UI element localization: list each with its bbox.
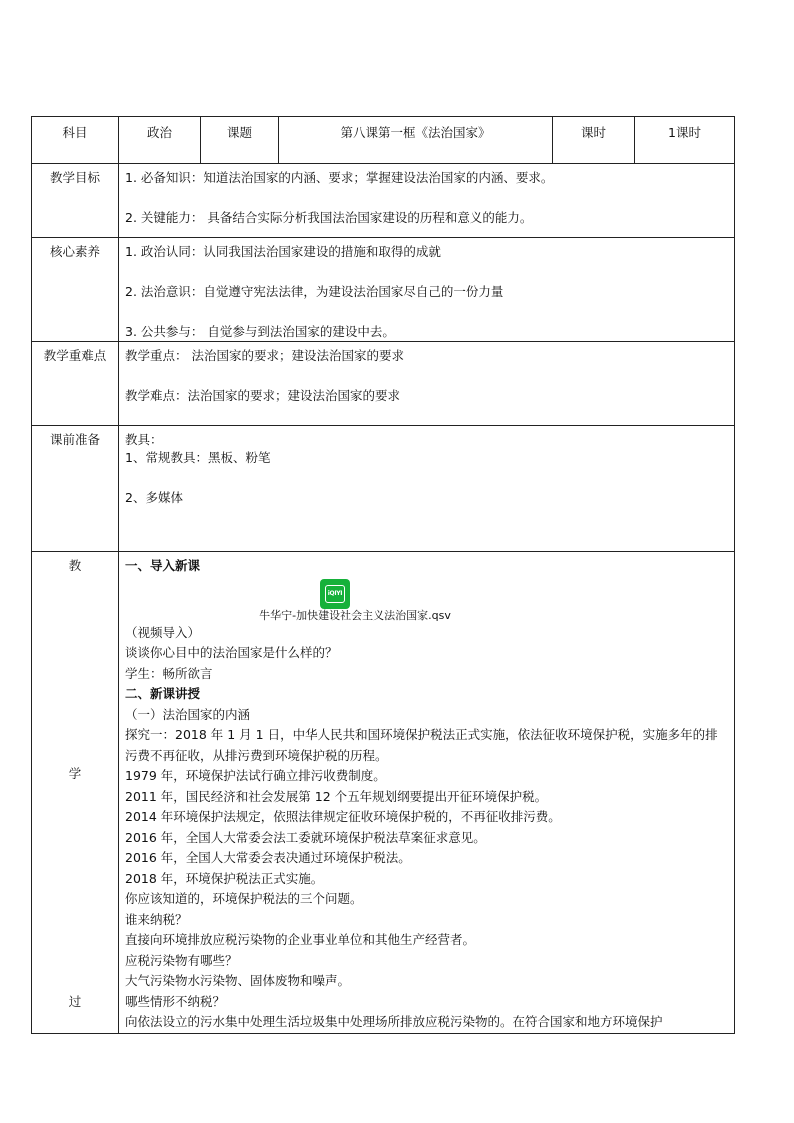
subject-label: 科目 <box>32 117 119 164</box>
hours-label: 课时 <box>553 117 635 164</box>
process-label-char-2: 学 <box>68 766 82 781</box>
literacy-item-3: 3. 公共参与： 自觉参与到法治国家的建设中去。 <box>125 324 395 339</box>
timeline-1979: 1979 年，环境保护法试行确立排污收费制度。 <box>125 768 386 783</box>
process-label <box>32 552 119 1034</box>
prep-line-3: 2、多媒体 <box>125 490 183 505</box>
answer-exempt: 向依法设立的污水集中处理生活垃圾集中处理场所排放应税污染物的。在符合国家和地方环境保护 <box>125 1014 663 1029</box>
video-intro-line: （视频导入） <box>125 624 201 640</box>
timeline-2014: 2014 年环境保护法规定，依照法律规定征收环境保护税的，不再征收排污费。 <box>125 809 561 824</box>
key-points-label: 教学重难点 <box>32 342 119 426</box>
iqiyi-video-icon[interactable] <box>320 579 350 609</box>
explore-one: 探究一：2018 年 1 月 1 日，中华人民共和国环境保护税法正式实施，依法征收环境保护税，实施多年的排污费不再征收，从排污费到环境保护税的历程。 <box>125 727 718 763</box>
iqiyi-logo-text: iQIYI <box>325 585 345 603</box>
question-line: 谈谈你心目中的法治国家是什么样的？ <box>125 645 338 660</box>
question-who: 谁来纳税？ <box>125 911 188 927</box>
question-what: 应税污染物有哪些？ <box>125 952 238 968</box>
timeline-2018: 2018 年，环境保护税法正式实施。 <box>125 870 324 886</box>
literacy-item-2: 2. 法治意识：自觉遵守宪法法律，为建设法治国家尽自己的一份力量 <box>125 284 504 299</box>
prep-line-2: 1、常规教具：黑板、粉笔 <box>125 450 271 465</box>
lesson-plan-table <box>31 116 735 1034</box>
question-exempt: 哪些情形不纳税？ <box>125 993 226 1009</box>
key-difficulty: 教学难点：法治国家的要求；建设法治国家的要求 <box>125 388 401 403</box>
prep-label: 课前准备 <box>32 426 119 552</box>
timeline-2016b: 2016 年，全国人大常委会表决通过环境保护税法。 <box>125 850 411 865</box>
timeline-2016a: 2016 年，全国人大常委会法工委就环境保护税法草案征求意见。 <box>125 829 486 845</box>
process-content <box>119 552 735 1034</box>
section-new-lesson-heading: 二、新课讲授 <box>125 686 201 701</box>
header-row <box>32 117 735 164</box>
hours-value: 1课时 <box>635 117 735 164</box>
goals-item-2: 2. 关键能力： 具备结合实际分析我国法治国家建设的历程和意义的能力。 <box>125 210 533 225</box>
prep-line-1: 教具： <box>125 432 163 447</box>
subsection-heading: （一）法治国家的内涵 <box>125 706 251 722</box>
prep-row <box>32 426 735 552</box>
process-label-char-1: 教 <box>68 558 82 573</box>
goals-item-1: 1. 必备知识：知道法治国家的内涵、要求；掌握建设法治国家的内涵、要求。 <box>125 170 554 185</box>
key-points-content <box>119 342 735 426</box>
literacy-row <box>32 238 735 342</box>
video-filename: 牛华宁-加快建设社会主义法治国家.qsv <box>259 608 451 622</box>
topic-label: 课题 <box>201 117 279 164</box>
answer-what: 大气污染物水污染物、固体废物和噪声。 <box>125 973 351 988</box>
prep-content <box>119 426 735 552</box>
process-row <box>32 552 735 1034</box>
video-attachment[interactable] <box>125 579 465 623</box>
key-points-row <box>32 342 735 426</box>
answer-who: 直接向环境排放应税污染物的企业事业单位和其他生产经营者。 <box>125 932 476 947</box>
literacy-label: 核心素养 <box>32 238 119 342</box>
student-line: 学生：畅所欲言 <box>125 665 213 681</box>
literacy-content <box>119 238 735 342</box>
timeline-2011: 2011 年，国民经济和社会发展第 12 个五年规划纲要提出开征环境保护税。 <box>125 788 548 804</box>
process-label-char-3: 过 <box>68 994 82 1009</box>
literacy-item-1: 1. 政治认同：认同我国法治国家建设的措施和取得的成就 <box>125 244 441 259</box>
goals-row <box>32 164 735 238</box>
goals-content <box>119 164 735 238</box>
goals-label: 教学目标 <box>32 164 119 238</box>
three-questions-intro: 你应该知道的，环境保护税法的三个问题。 <box>125 891 363 906</box>
topic-value: 第八课第一框《法治国家》 <box>279 117 553 164</box>
subject-value: 政治 <box>119 117 201 164</box>
key-focus: 教学重点： 法治国家的要求；建设法治国家的要求 <box>125 348 404 363</box>
section-intro-heading: 一、导入新课 <box>125 558 201 573</box>
